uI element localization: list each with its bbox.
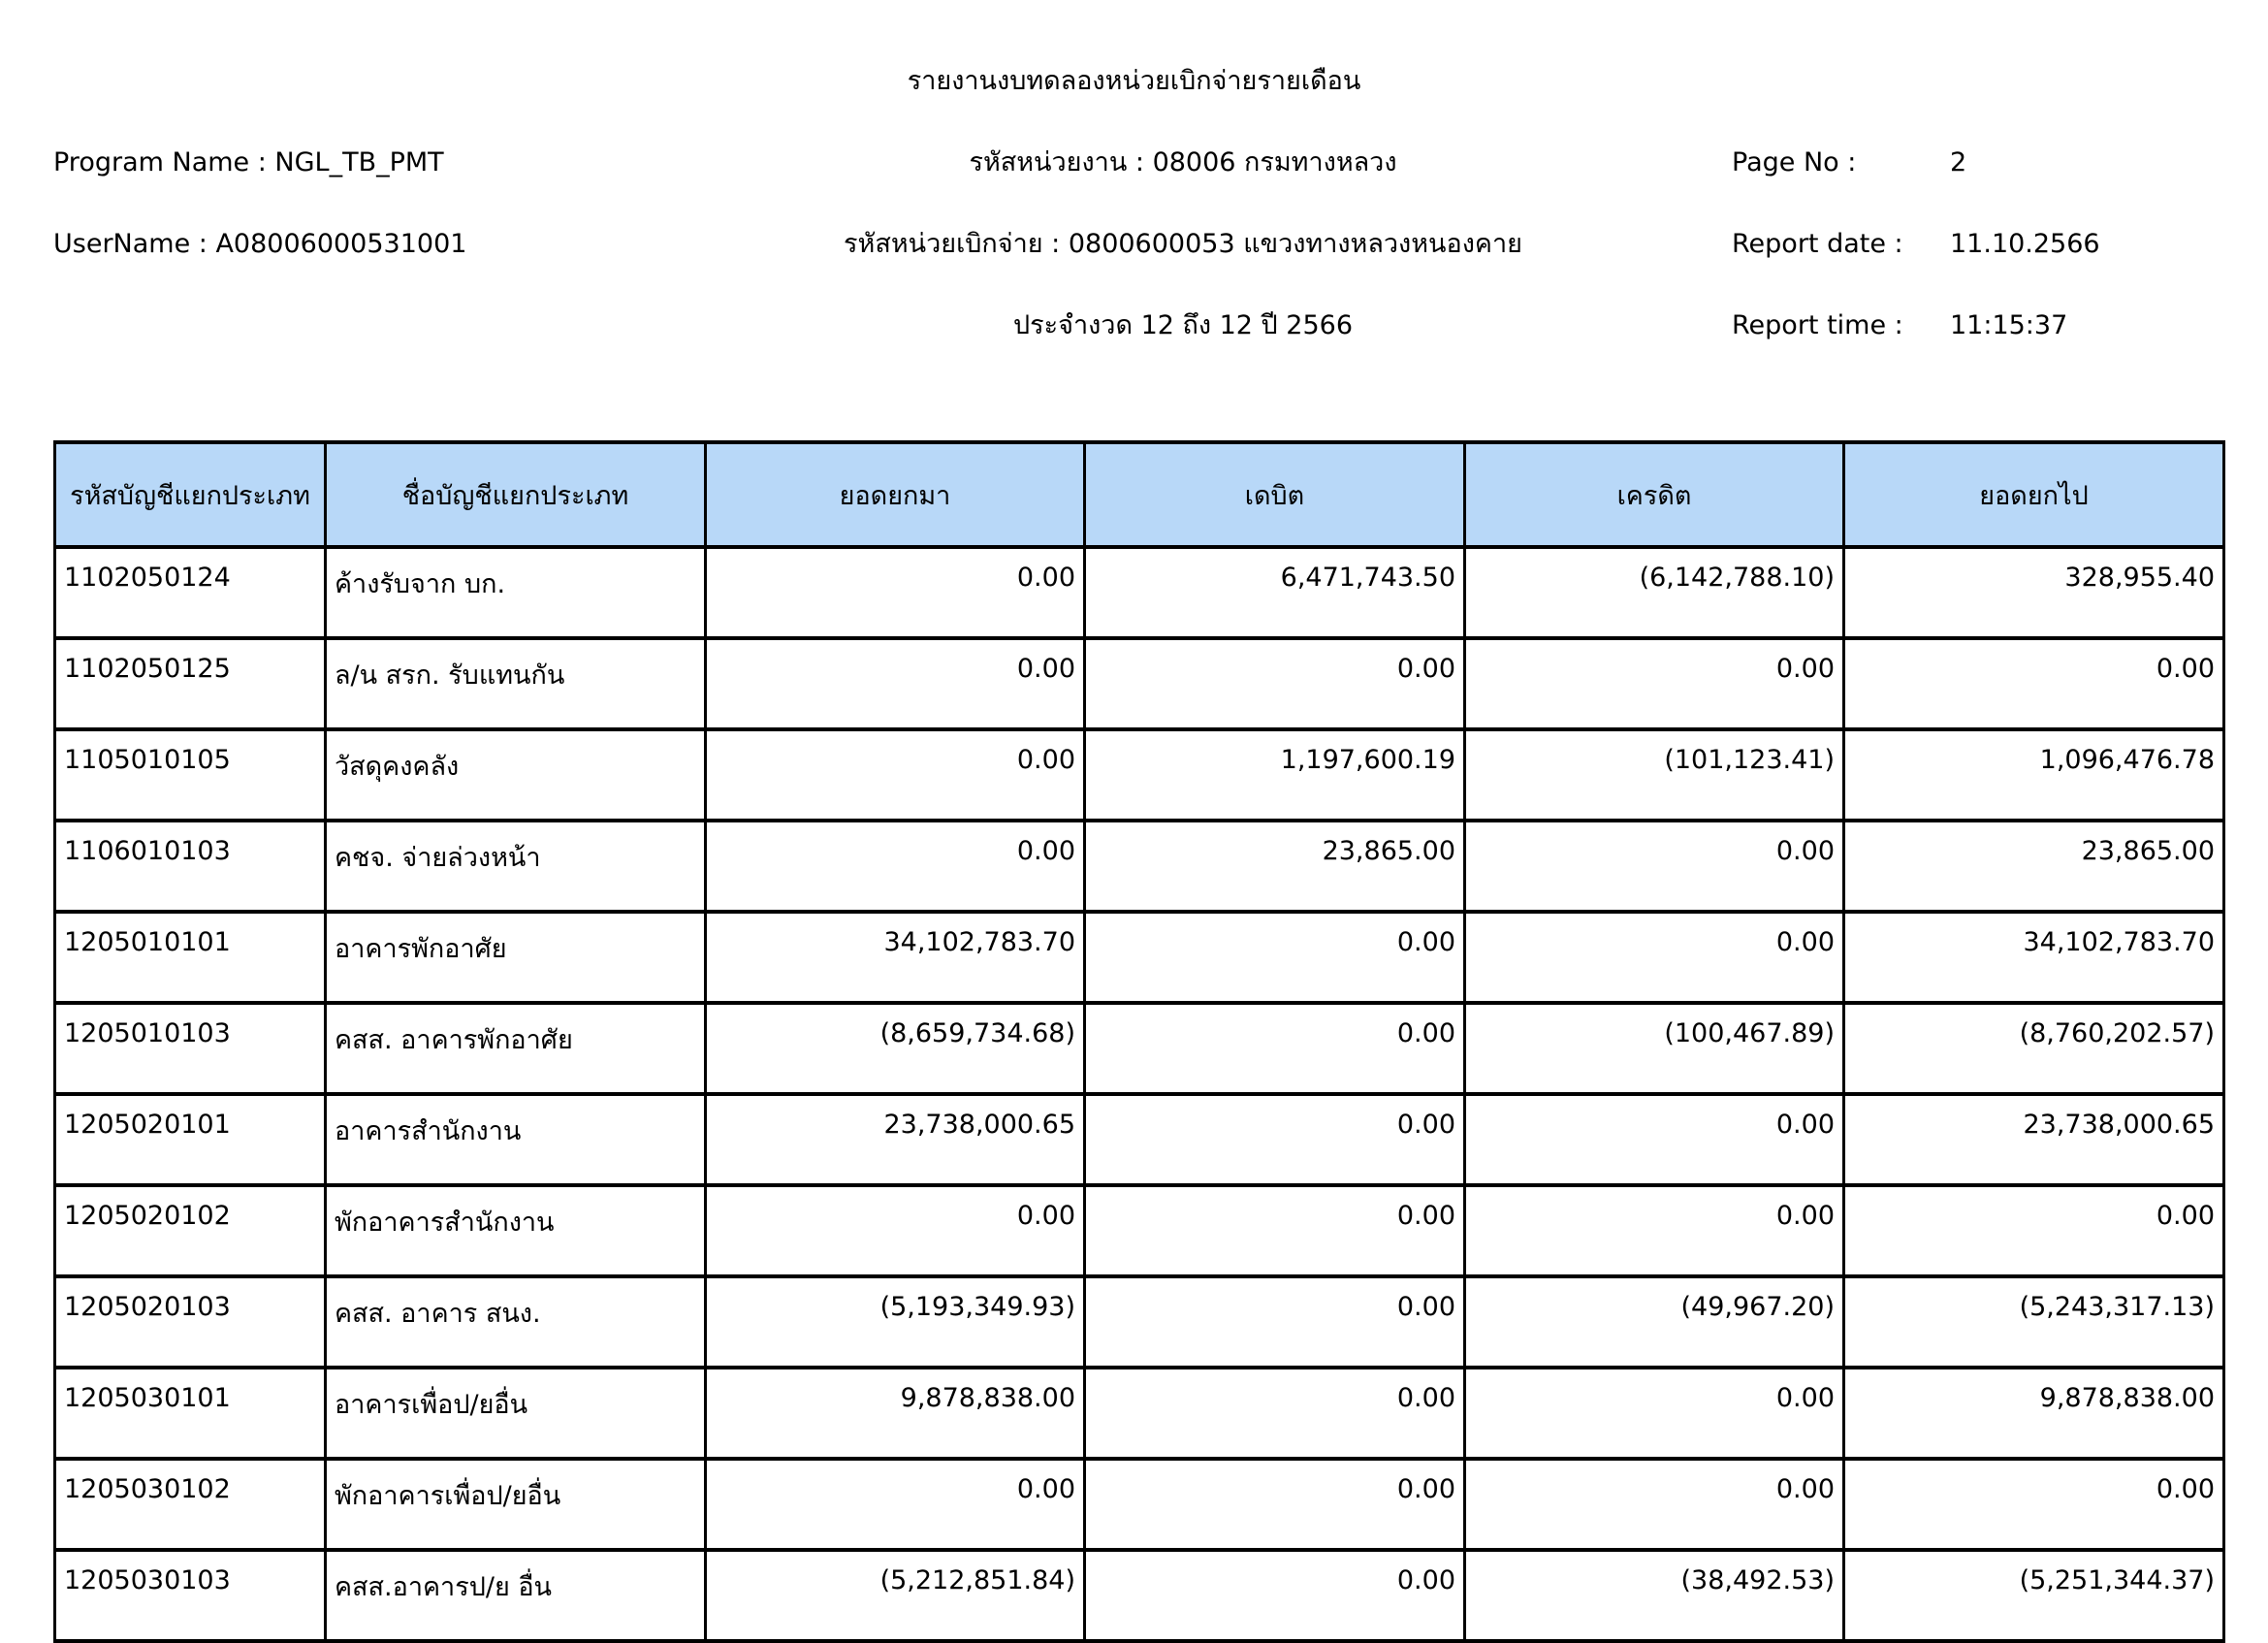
program-name: Program Name : NGL_TB_PMT [53, 147, 444, 177]
cell-account-name: คชจ. จ่ายล่วงหน้า [326, 821, 706, 912]
header-account-name: ชื่อบัญชีแยกประเภท [326, 442, 706, 547]
cell-account-name: อาคารเพื่อป/ยอื่น [326, 1368, 706, 1459]
cell-closing-balance: 9,878,838.00 [1844, 1368, 2224, 1459]
cell-debit: 0.00 [1085, 1003, 1465, 1094]
table-row [55, 912, 2224, 1003]
cell-account-name: พักอาคารสำนักงาน [326, 1185, 706, 1276]
cell-account-name: คสส. อาคารพักอาศัย [326, 1003, 706, 1094]
header-debit: เดบิต [1085, 442, 1465, 547]
cell-credit: 0.00 [1465, 638, 1844, 729]
table-row [55, 547, 2224, 638]
cell-closing-balance: (5,243,317.13) [1844, 1276, 2224, 1368]
table-row [55, 1459, 2224, 1550]
cell-closing-balance: 0.00 [1844, 638, 2224, 729]
cell-account-code: 1205030101 [55, 1368, 326, 1459]
cell-opening-balance: 0.00 [706, 729, 1085, 821]
trial-balance-table [53, 440, 2225, 1643]
cell-credit: (38,492.53) [1465, 1550, 1844, 1641]
cell-debit: 0.00 [1085, 1368, 1465, 1459]
cell-opening-balance: 0.00 [706, 1459, 1085, 1550]
cell-credit: 0.00 [1465, 821, 1844, 912]
cell-account-name: วัสดุคงคลัง [326, 729, 706, 821]
cell-opening-balance: 0.00 [706, 638, 1085, 729]
table-row [55, 638, 2224, 729]
cell-debit: 0.00 [1085, 1550, 1465, 1641]
header-credit: เครดิต [1465, 442, 1844, 547]
cell-opening-balance: 23,738,000.65 [706, 1094, 1085, 1185]
cell-credit: 0.00 [1465, 1459, 1844, 1550]
header-opening-balance: ยอดยกมา [706, 442, 1085, 547]
username: UserName : A08006000531001 [53, 229, 467, 259]
cell-closing-balance: 328,955.40 [1844, 547, 2224, 638]
table-row [55, 1185, 2224, 1276]
cell-account-code: 1205030103 [55, 1550, 326, 1641]
cell-credit: (6,142,788.10) [1465, 547, 1844, 638]
table-row [55, 1368, 2224, 1459]
cell-account-code: 1205020103 [55, 1276, 326, 1368]
table-row [55, 821, 2224, 912]
table-row [55, 1276, 2224, 1368]
page-no-value: 2 [1950, 147, 1967, 177]
cell-account-name: พักอาคารเพื่อป/ยอื่น [326, 1459, 706, 1550]
cell-debit: 0.00 [1085, 1276, 1465, 1368]
report-title: รายงานงบทดลองหน่วยเบิกจ่ายรายเดือน [907, 66, 1361, 96]
table-row [55, 1550, 2224, 1641]
disbursement-unit: รหัสหน่วยเบิกจ่าย : 0800600053 แขวงทางหลวงหนองคาย [844, 229, 1522, 259]
cell-credit: (101,123.41) [1465, 729, 1844, 821]
cell-account-name: ค้างรับจาก บก. [326, 547, 706, 638]
cell-debit: 23,865.00 [1085, 821, 1465, 912]
cell-opening-balance: 0.00 [706, 821, 1085, 912]
report-date-label: Report date : [1732, 229, 1903, 259]
cell-closing-balance: 0.00 [1844, 1459, 2224, 1550]
cell-account-code: 1106010103 [55, 821, 326, 912]
cell-opening-balance: (5,212,851.84) [706, 1550, 1085, 1641]
cell-closing-balance: 23,738,000.65 [1844, 1094, 2224, 1185]
header-closing-balance: ยอดยกไป [1844, 442, 2224, 547]
cell-account-code: 1205010101 [55, 912, 326, 1003]
cell-closing-balance: (8,760,202.57) [1844, 1003, 2224, 1094]
table-row [55, 1003, 2224, 1094]
cell-opening-balance: 9,878,838.00 [706, 1368, 1085, 1459]
cell-account-name: คสส. อาคาร สนง. [326, 1276, 706, 1368]
header-account-code: รหัสบัญชีแยกประเภท [55, 442, 326, 547]
cell-account-name: คสส.อาคารป/ย อื่น [326, 1550, 706, 1641]
table-header-row [55, 442, 2224, 547]
report-period: ประจำงวด 12 ถึง 12 ปี 2566 [1012, 310, 1353, 340]
cell-closing-balance: 23,865.00 [1844, 821, 2224, 912]
cell-opening-balance: (8,659,734.68) [706, 1003, 1085, 1094]
cell-debit: 0.00 [1085, 1185, 1465, 1276]
cell-opening-balance: 0.00 [706, 547, 1085, 638]
cell-opening-balance: 0.00 [706, 1185, 1085, 1276]
cell-credit: 0.00 [1465, 1094, 1844, 1185]
cell-closing-balance: (5,251,344.37) [1844, 1550, 2224, 1641]
cell-credit: (49,967.20) [1465, 1276, 1844, 1368]
cell-credit: 0.00 [1465, 1368, 1844, 1459]
cell-account-code: 1102050125 [55, 638, 326, 729]
cell-account-name: อาคารพักอาศัย [326, 912, 706, 1003]
cell-debit: 1,197,600.19 [1085, 729, 1465, 821]
report-time-label: Report time : [1732, 310, 1903, 340]
cell-account-code: 1205020101 [55, 1094, 326, 1185]
cell-opening-balance: (5,193,349.93) [706, 1276, 1085, 1368]
page-no-label: Page No : [1732, 147, 1857, 177]
cell-debit: 0.00 [1085, 1094, 1465, 1185]
cell-credit: 0.00 [1465, 1185, 1844, 1276]
cell-account-name: อาคารสำนักงาน [326, 1094, 706, 1185]
table-body [55, 547, 2224, 1641]
cell-account-code: 1102050124 [55, 547, 326, 638]
cell-closing-balance: 34,102,783.70 [1844, 912, 2224, 1003]
agency-code: รหัสหน่วยงาน : 08006 กรมทางหลวง [969, 147, 1397, 177]
cell-debit: 0.00 [1085, 912, 1465, 1003]
cell-account-code: 1205030102 [55, 1459, 326, 1550]
cell-account-code: 1205020102 [55, 1185, 326, 1276]
table-row [55, 1094, 2224, 1185]
cell-account-code: 1105010105 [55, 729, 326, 821]
report-date-value: 11.10.2566 [1950, 229, 2100, 259]
cell-debit: 0.00 [1085, 1459, 1465, 1550]
cell-credit: 0.00 [1465, 912, 1844, 1003]
table-row [55, 729, 2224, 821]
cell-credit: (100,467.89) [1465, 1003, 1844, 1094]
cell-account-code: 1205010103 [55, 1003, 326, 1094]
cell-closing-balance: 1,096,476.78 [1844, 729, 2224, 821]
cell-debit: 0.00 [1085, 638, 1465, 729]
cell-opening-balance: 34,102,783.70 [706, 912, 1085, 1003]
report-time-value: 11:15:37 [1950, 310, 2068, 340]
cell-account-name: ล/น สรก. รับแทนกัน [326, 638, 706, 729]
cell-closing-balance: 0.00 [1844, 1185, 2224, 1276]
cell-debit: 6,471,743.50 [1085, 547, 1465, 638]
